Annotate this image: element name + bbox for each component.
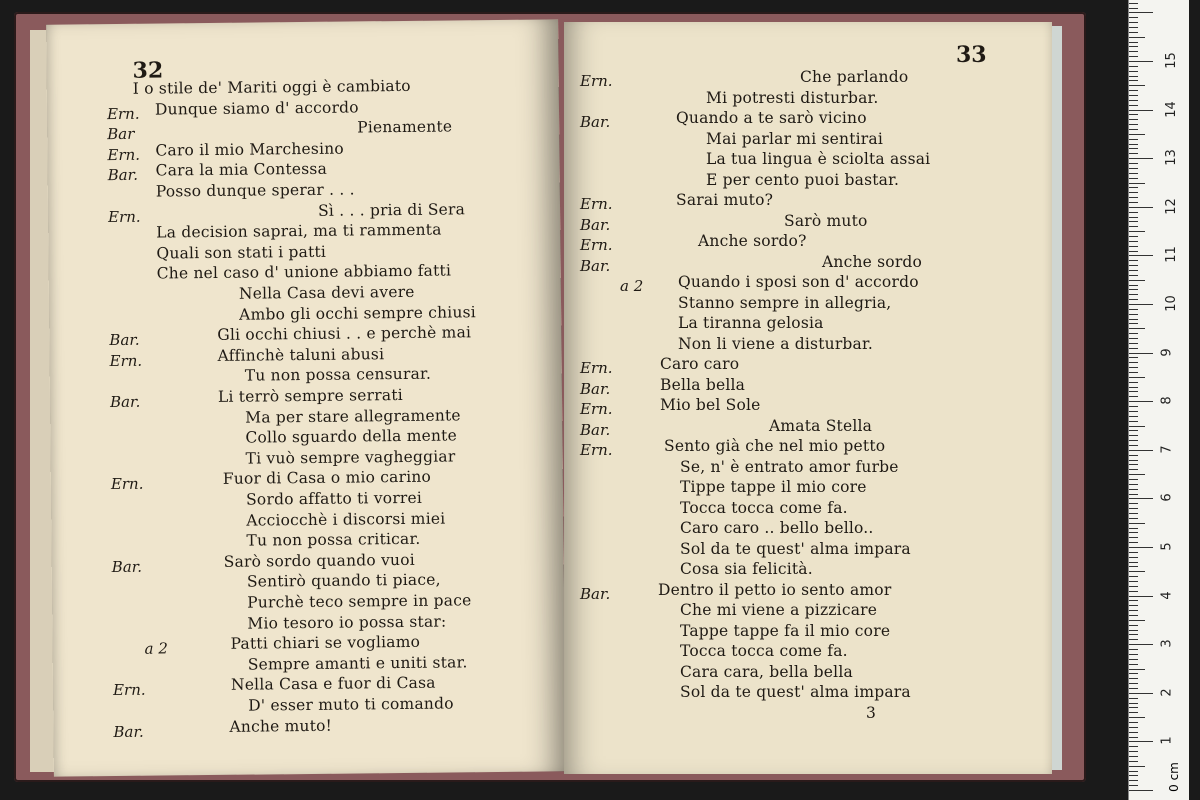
ruler-tick <box>1129 737 1138 738</box>
ruler-tick <box>1129 455 1138 456</box>
ruler-tick <box>1129 508 1138 509</box>
verse-line: Caro caro <box>660 355 740 373</box>
ruler-tick <box>1129 421 1138 422</box>
ruler-tick <box>1129 314 1138 315</box>
speaker-label: Ern. <box>107 145 141 164</box>
speaker-label: Bar. <box>109 330 140 350</box>
speaker-label: Ern. <box>580 441 613 459</box>
ruler-tick <box>1129 401 1153 402</box>
ruler-tick <box>1129 634 1138 635</box>
ruler-tick <box>1129 178 1138 179</box>
ruler-tick <box>1129 207 1153 208</box>
ruler-tick <box>1129 756 1138 757</box>
ruler-tick <box>1129 484 1138 485</box>
ruler-number: 8 <box>1159 396 1175 405</box>
ruler-tick <box>1129 348 1138 349</box>
ruler-tick <box>1129 430 1138 431</box>
ruler-tick <box>1129 537 1138 538</box>
speaker-label: a 2 <box>620 277 644 295</box>
ruler-tick <box>1129 761 1138 762</box>
ruler-tick <box>1129 562 1138 563</box>
ruler-number: 14 <box>1163 100 1179 118</box>
ruler-tick <box>1129 42 1138 43</box>
verse-line: Se, n' è entrato amor furbe <box>680 457 899 476</box>
ruler-tick <box>1129 153 1138 154</box>
ruler-tick <box>1129 693 1153 694</box>
ruler-tick <box>1129 61 1153 62</box>
verse-line: Affinchè taluni abusi <box>217 344 385 365</box>
ruler-tick <box>1129 780 1138 781</box>
verse-line: Quali son stati i patti <box>156 242 327 263</box>
verse-line: Cara cara, bella bella <box>680 662 853 681</box>
ruler-tick <box>1129 333 1138 334</box>
ruler-tick <box>1129 703 1138 704</box>
verse-line: D' esser muto ti comando <box>248 694 454 715</box>
ruler-tick <box>1129 474 1145 475</box>
ruler-tick <box>1129 469 1138 470</box>
ruler-number: 11 <box>1163 246 1179 264</box>
ruler-tick <box>1129 445 1138 446</box>
ruler-tick <box>1129 678 1138 679</box>
ruler-tick <box>1129 37 1145 38</box>
measuring-ruler <box>1128 0 1189 800</box>
verse-line: Tu non possa criticar. <box>246 529 421 550</box>
ruler-number: 3 <box>1159 639 1175 648</box>
ruler-tick <box>1129 571 1145 572</box>
ruler-tick <box>1129 732 1138 733</box>
ruler-tick <box>1129 46 1138 47</box>
speaker-label: Ern. <box>580 236 613 254</box>
ruler-tick <box>1129 615 1138 616</box>
ruler-tick <box>1129 51 1138 52</box>
speaker-label: Ern. <box>109 351 143 370</box>
ruler-tick <box>1129 309 1138 310</box>
ruler-tick <box>1129 625 1138 626</box>
speaker-label: a 2 <box>144 639 168 658</box>
verse-line: Che parlando <box>800 68 909 86</box>
ruler-tick <box>1129 251 1138 252</box>
ruler-tick <box>1129 518 1138 519</box>
verse-line: Acciocchè i discorsi miei <box>246 509 446 530</box>
ruler-tick <box>1129 139 1138 140</box>
ruler-tick <box>1129 513 1138 514</box>
verse-line: Tippe tappe il mio core <box>680 478 867 496</box>
verse-line: Tocca tocca come fa. <box>680 498 848 517</box>
ruler-tick <box>1129 620 1145 621</box>
ruler-tick <box>1129 440 1138 441</box>
ruler-tick <box>1129 566 1138 567</box>
left-page <box>46 19 566 776</box>
ruler-tick <box>1129 187 1138 188</box>
ruler-tick <box>1129 610 1138 611</box>
speaker-label: Ern. <box>106 104 140 123</box>
ruler-tick <box>1129 741 1153 742</box>
verse-line: La tiranna gelosia <box>678 314 824 332</box>
ruler-unit: 0 cm <box>1166 762 1181 792</box>
ruler-tick <box>1129 416 1138 417</box>
ruler-tick <box>1129 683 1138 684</box>
ruler-tick <box>1129 192 1138 193</box>
verse-line: Mio bel Sole <box>660 396 761 414</box>
ruler-tick <box>1129 450 1153 451</box>
ruler-tick <box>1129 542 1138 543</box>
verse-line: Ambo gli occhi sempre chiusi <box>239 302 476 324</box>
verse-line: Gli occhi chiusi . . e perchè mai <box>217 323 472 345</box>
verse-line: Che mi viene a pizzicare <box>680 601 878 619</box>
ruler-tick <box>1129 173 1138 174</box>
ruler-tick <box>1129 76 1138 77</box>
verse-line: Nella Casa e fuor di Casa <box>230 674 436 695</box>
verse-line: Sentirò quando ti piace, <box>246 570 441 592</box>
verse-line: Sordo affatto ti vorrei <box>245 488 423 509</box>
ruler-tick <box>1129 304 1153 305</box>
ruler-tick <box>1129 110 1153 111</box>
speaker-label: Ern. <box>107 207 141 226</box>
ruler-number: 10 <box>1163 295 1179 312</box>
ruler-tick <box>1129 66 1138 67</box>
speaker-label: Ern. <box>580 72 613 90</box>
verse-line: Sol da te quest' alma impara <box>680 539 911 558</box>
ruler-tick <box>1129 600 1138 601</box>
ruler-tick <box>1129 323 1138 324</box>
ruler-tick <box>1129 270 1138 271</box>
speaker-label: Bar. <box>111 557 143 576</box>
ruler-tick <box>1129 596 1153 597</box>
verse-line: Dentro il petto io sento amor <box>658 580 892 599</box>
ruler-tick <box>1129 90 1138 91</box>
verse-line: Sì . . . pria di Sera <box>317 199 466 220</box>
ruler-tick <box>1129 32 1138 33</box>
ruler-tick <box>1129 746 1138 747</box>
verse-line: Sarai muto? <box>676 191 774 209</box>
verse-line: Anche muto! <box>229 716 333 736</box>
ruler-tick <box>1129 17 1138 18</box>
ruler-tick <box>1129 396 1138 397</box>
speaker-label: Ern. <box>580 195 613 213</box>
verse-line: La tua lingua è sciolta assai <box>706 150 931 168</box>
ruler-tick <box>1129 775 1138 776</box>
verse-line: Fuor di Casa o mio carino <box>222 468 432 489</box>
ruler-number: 1 <box>1159 736 1175 746</box>
ruler-tick <box>1129 3 1138 4</box>
ruler-tick <box>1129 557 1138 558</box>
speaker-label: Ern. <box>110 475 144 494</box>
ruler-tick <box>1129 294 1138 295</box>
ruler-tick <box>1129 528 1138 529</box>
ruler-tick <box>1129 669 1145 670</box>
speaker-label: Bar. <box>580 379 611 398</box>
verse-line: E per cento puoi bastar. <box>706 170 900 189</box>
ruler-tick <box>1129 707 1138 708</box>
speaker-label: Ern. <box>112 681 146 700</box>
verse-line: Non li viene a disturbar. <box>678 334 874 353</box>
ruler-tick <box>1129 105 1138 106</box>
ruler-tick <box>1129 552 1138 553</box>
ruler-tick <box>1129 299 1138 300</box>
speaker-label: Bar. <box>107 166 139 185</box>
verse-line: Anche sordo? <box>698 232 807 250</box>
verse-line: Stanno sempre in allegria, <box>678 293 892 312</box>
ruler-tick <box>1129 727 1138 728</box>
ruler-tick <box>1129 114 1138 115</box>
verse-line: Anche sordo <box>822 252 923 271</box>
ruler-tick <box>1129 688 1138 689</box>
ruler-tick <box>1129 532 1138 533</box>
verse-line: Ti vuò sempre vagheggiar <box>245 447 456 468</box>
ruler-tick <box>1129 460 1138 461</box>
ruler-tick <box>1129 260 1138 261</box>
ruler-tick <box>1129 197 1138 198</box>
speaker-label: Bar. <box>580 584 611 603</box>
page-number: 32 <box>132 57 164 84</box>
speaker-label: Ern. <box>580 359 613 377</box>
ruler-tick <box>1129 158 1153 159</box>
ruler-tick <box>1129 479 1138 480</box>
ruler-tick <box>1129 367 1138 368</box>
verse-line: Ma per stare allegramente <box>245 405 461 427</box>
ruler-tick <box>1129 605 1138 606</box>
ruler-tick <box>1129 100 1138 101</box>
ruler-tick <box>1129 56 1138 57</box>
verse-line: Mi potresti disturbar. <box>706 88 879 107</box>
speaker-label: Ern. <box>580 400 613 418</box>
ruler-tick <box>1129 391 1138 392</box>
ruler-tick <box>1129 664 1138 665</box>
ruler-tick <box>1129 498 1153 499</box>
ruler-tick <box>1129 426 1145 427</box>
ruler-tick <box>1129 85 1145 86</box>
ruler-tick <box>1129 285 1138 286</box>
ruler-tick <box>1129 790 1153 791</box>
ruler-tick <box>1129 630 1138 631</box>
speaker-label: Bar. <box>580 256 611 275</box>
ruler-tick <box>1129 357 1138 358</box>
ruler-tick <box>1129 717 1145 718</box>
verse-line: Sempre amanti e uniti star. <box>247 653 468 674</box>
verse-line: Nella Casa devi avere <box>238 282 415 303</box>
verse-line: Cosa sia felicità. <box>680 560 813 578</box>
verse-line: Caro il mio Marchesino <box>155 139 344 160</box>
ruler-tick <box>1129 212 1138 213</box>
verse-line: Mio tesoro io possa star: <box>247 612 447 633</box>
ruler-tick <box>1129 654 1138 655</box>
ruler-tick <box>1129 236 1138 237</box>
ruler-tick <box>1129 698 1138 699</box>
ruler-tick <box>1129 673 1138 674</box>
verse-line: Quando a te sarò vicino <box>676 109 867 127</box>
ruler-number: 5 <box>1159 542 1175 551</box>
ruler-tick <box>1129 289 1138 290</box>
ruler-tick <box>1129 148 1138 149</box>
verse-line: Che nel caso d' unione abbiamo fatti <box>156 261 452 283</box>
ruler-tick <box>1129 649 1138 650</box>
ruler-tick <box>1129 255 1153 256</box>
verse-line: Caro caro .. bello bello.. <box>680 519 874 537</box>
ruler-tick <box>1129 712 1138 713</box>
ruler-tick <box>1129 27 1138 28</box>
ruler-tick <box>1129 328 1145 329</box>
ruler-tick <box>1129 503 1138 504</box>
ruler-tick <box>1129 639 1138 640</box>
speaker-label: Bar. <box>580 113 611 131</box>
ruler-tick <box>1129 523 1145 524</box>
verse-line: Mai parlar mi sentirai <box>706 129 883 148</box>
ruler-tick <box>1129 246 1138 247</box>
speaker-label: Bar <box>107 124 135 144</box>
ruler-number: 15 <box>1163 52 1179 69</box>
verse-line: Posso dunque sperar . . . <box>155 180 355 201</box>
verse-line: Tu non possa censurar. <box>244 365 432 386</box>
ruler-tick <box>1129 435 1138 436</box>
page-number: 33 <box>956 42 987 68</box>
ruler-tick <box>1129 226 1138 227</box>
ruler-tick <box>1129 163 1138 164</box>
ruler-tick <box>1129 124 1138 125</box>
ruler-tick <box>1129 406 1138 407</box>
ruler-tick <box>1129 275 1138 276</box>
ruler-tick <box>1129 144 1138 145</box>
verse-line: Sento già che nel mio petto <box>664 437 886 455</box>
ruler-tick <box>1129 231 1145 232</box>
ruler-tick <box>1129 722 1138 723</box>
speaker-label: Bar. <box>109 392 141 412</box>
ruler-tick <box>1129 71 1138 72</box>
ruler-tick <box>1129 586 1138 587</box>
verse-line: Cara la mia Contessa <box>155 160 328 180</box>
ruler-number: 13 <box>1163 149 1179 166</box>
ruler-tick <box>1129 353 1153 354</box>
ruler-number: 12 <box>1163 198 1179 215</box>
ruler-tick <box>1129 785 1138 786</box>
ruler-tick <box>1129 547 1153 548</box>
ruler-tick <box>1129 576 1138 577</box>
ruler-tick <box>1129 319 1138 320</box>
ruler-tick <box>1129 80 1138 81</box>
ruler-tick <box>1129 129 1138 130</box>
ruler-tick <box>1129 382 1138 383</box>
ruler-tick <box>1129 241 1138 242</box>
signature-mark: 3 <box>866 704 877 722</box>
ruler-tick <box>1129 771 1138 772</box>
ruler-tick <box>1129 202 1138 203</box>
verse-line: Li terrò sempre serrati <box>217 385 403 406</box>
verse-line: Sarò sordo quando vuoi <box>223 550 415 571</box>
verse-line: Tappe tappe fa il mio core <box>680 621 891 640</box>
ruler-tick <box>1129 119 1138 120</box>
ruler-tick <box>1129 338 1138 339</box>
ruler-tick <box>1129 464 1138 465</box>
ruler-number: 6 <box>1159 493 1175 503</box>
verse-line: La decision saprai, ma ti rammenta <box>156 220 442 242</box>
ruler-tick <box>1129 280 1145 281</box>
ruler-tick <box>1129 372 1138 373</box>
verse-line: Sarò muto <box>784 211 868 230</box>
ruler-tick <box>1129 134 1145 135</box>
ruler-tick <box>1129 362 1138 363</box>
ruler-tick <box>1129 22 1138 23</box>
ruler-number: 2 <box>1159 688 1175 697</box>
verse-line: Pienamente <box>357 117 453 137</box>
ruler-tick <box>1129 387 1138 388</box>
verse-line: I o stile de' Mariti oggi è cambiato <box>132 76 411 98</box>
verse-line: Bella bella <box>660 375 746 394</box>
ruler-tick <box>1129 659 1138 660</box>
verse-line: Collo sguardo della mente <box>245 426 457 447</box>
ruler-tick <box>1129 766 1145 767</box>
ruler-tick <box>1129 221 1138 222</box>
ruler-tick <box>1129 751 1138 752</box>
ruler-tick <box>1129 217 1138 218</box>
ruler-tick <box>1129 12 1153 13</box>
ruler-tick <box>1129 644 1153 645</box>
verse-line: Dunque siamo d' accordo <box>154 98 359 119</box>
ruler-number: 4 <box>1159 590 1175 600</box>
verse-line: Purchè teco sempre in pace <box>247 591 472 612</box>
verse-line: Amata Stella <box>769 416 873 435</box>
ruler-tick <box>1129 343 1138 344</box>
verse-line: Quando i sposi son d' accordo <box>678 273 919 291</box>
ruler-tick <box>1129 168 1138 169</box>
verse-line: Tocca tocca come fa. <box>680 642 848 660</box>
right-page <box>564 22 1052 774</box>
ruler-tick <box>1129 183 1145 184</box>
ruler-tick <box>1129 377 1145 378</box>
speaker-label: Bar. <box>580 420 611 439</box>
ruler-tick <box>1129 95 1138 96</box>
ruler-tick <box>1129 411 1138 412</box>
ruler-tick <box>1129 591 1138 592</box>
verse-line: Patti chiari se vogliamo <box>230 633 421 653</box>
ruler-number: 7 <box>1159 445 1175 454</box>
ruler-number: 9 <box>1159 347 1175 357</box>
ruler-tick <box>1129 265 1138 266</box>
speaker-label: Bar. <box>580 215 611 234</box>
ruler-tick <box>1129 494 1138 495</box>
ruler-tick <box>1129 581 1138 582</box>
speaker-label: Bar. <box>113 722 144 741</box>
ruler-tick <box>1129 489 1138 490</box>
verse-line: Sol da te quest' alma impara <box>680 683 911 701</box>
ruler-tick <box>1129 8 1138 9</box>
